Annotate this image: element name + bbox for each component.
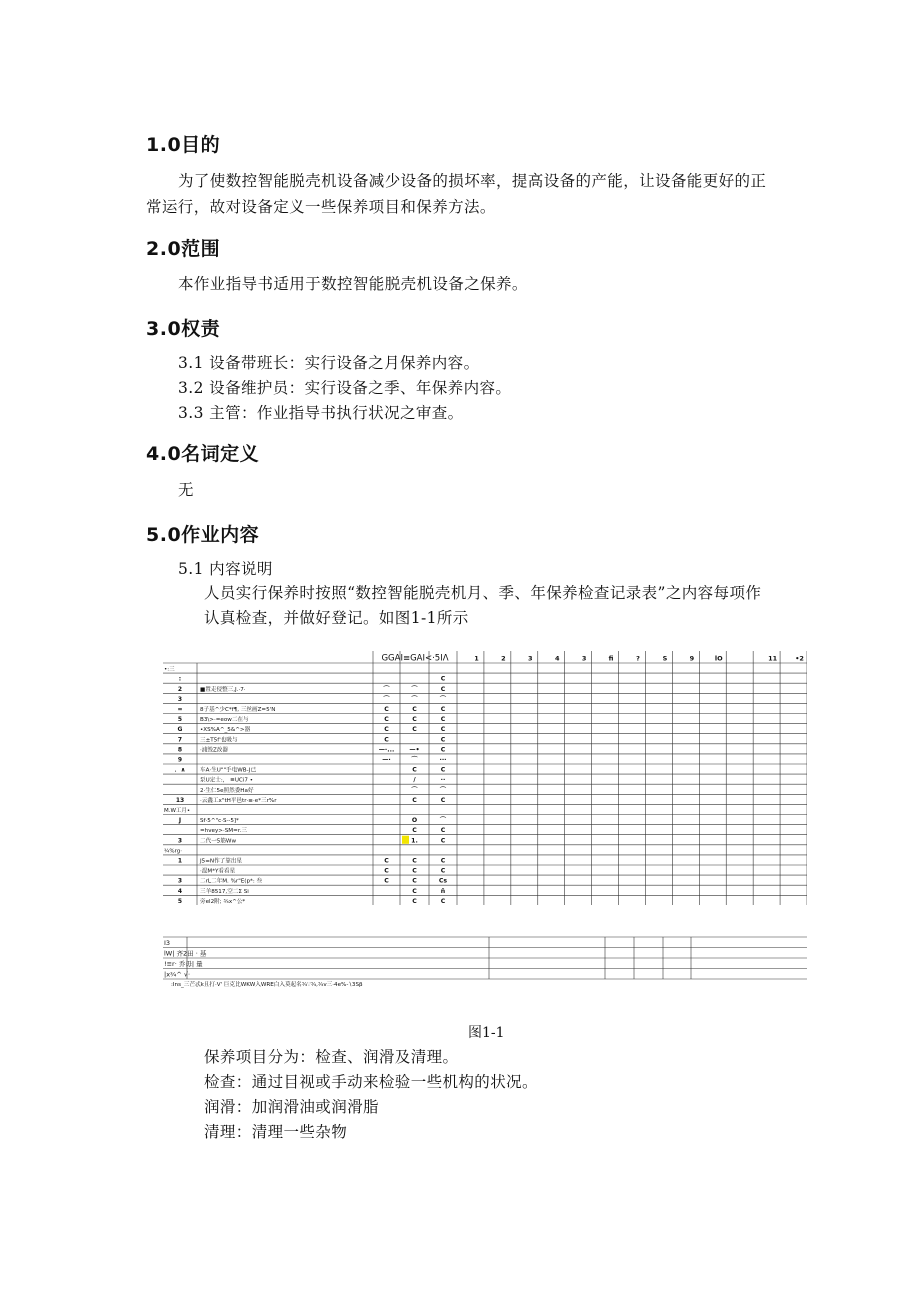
row-item: 8子基^少C*f¶, 三丝画Z=5'N [200,707,276,713]
row-number: 2 [177,685,183,693]
check-mark: C [440,706,446,713]
check-mark: C [412,706,417,713]
row-item: 泵U定士:， ≡UCi7 • [200,777,254,784]
row-item: 旁el2附; ¾x^公* [200,898,246,905]
row-number: ．∧ [174,766,186,774]
check-mark: C [412,897,417,905]
after-line-2: 检查：通过目视或手动来检验一些机构的状况。 [204,1073,538,1091]
maintenance-record-table [163,651,807,905]
check-mark: ∕ [413,776,416,784]
check-mark: C [440,897,446,905]
row-number: 9 [177,756,183,764]
footer-row-label: I3 [164,939,171,947]
section-2-title: 2.0范围 [146,238,221,260]
row-item: J5=N作了靠出星 [200,858,243,865]
check-mark: C [440,857,446,865]
row-number: 3 [177,837,183,845]
row-number: 5 [177,897,183,905]
check-mark: ⌒ [383,695,390,703]
row-item: ·云鑫工x"tH平邑tr·≡·e*三r%r [200,797,277,804]
check-mark: C [440,685,446,693]
section-2-body: 本作业指导书适用于数控智能脱壳机设备之保养。 [178,275,528,293]
check-mark: 1. [411,837,418,845]
day-col-label: ? [636,654,640,663]
highlight-mark [402,836,409,844]
check-mark: C [440,716,446,724]
day-col-label: 2 [501,654,506,663]
check-mark: ⌒ [383,685,390,693]
check-mark: ⌒ [411,685,418,693]
check-mark: C [412,867,417,875]
section-5-body-line2: 认真检查，并做好登记。如图1-1所示 [204,609,469,627]
row-number: 5 [177,716,183,724]
check-mark: C [384,857,389,865]
check-mark: C [384,716,389,724]
row-item: 二代一5筋Ww [200,838,237,845]
row-number: 7 [177,736,183,744]
row-item: 三羊8517,空二Σ Si [200,888,249,895]
check-mark: C [440,675,446,683]
footer-row-label: !≡r· 乔毋| 量 [164,960,203,968]
row-item: Sf·5^"c·S·-5]* [200,818,239,825]
row-item: =hvey>·SM=r.三 [200,828,247,835]
day-col-label: lO [714,654,723,663]
check-mark: C [412,796,417,804]
row-number: : [178,675,182,683]
check-mark: C [440,746,446,754]
row-number: 13 [175,796,185,804]
section-5-sub: 5.1 内容说明 [178,560,273,578]
check-mark: Cs [438,877,448,885]
check-mark: C [440,837,446,845]
section-3-item-1: 3.1 设备带班长：实行设备之月保养内容。 [178,354,480,372]
check-mark: C [412,766,417,774]
check-mark: C [412,726,417,734]
check-mark: C [440,827,446,835]
check-mark: C [412,887,417,895]
day-col-label: •2 [795,654,804,663]
section-5-body-line1: 人员实行保养时按照“数控智能脱壳机月、季、年保养检查记录表”之内容每项作 [204,584,762,602]
after-line-3: 润滑：加润滑油或润滑脂 [204,1098,379,1116]
check-mark: C [440,766,446,774]
day-col-label: 11 [768,654,778,663]
day-col-label: 3 [581,654,587,663]
table-header-title: GGAI≡GAI<·5IΛ [381,653,449,664]
row-item: 二rL二年M. %r"E(p*: 叁 [200,878,263,885]
check-mark: C [384,706,389,713]
section-1-body-line2: 常运行，故对设备定义一些保养项目和保养方法。 [146,198,496,216]
check-mark: C [440,867,446,875]
row-number: J [178,817,182,825]
row-item: •XS%A^_5&^>器 [200,727,251,734]
check-mark: ⌒ [411,786,418,794]
row-item: 车A·生U""手电WB-J已 [200,767,257,774]
day-col-label: fi [608,654,614,663]
signature-table [163,936,807,988]
check-mark: C [412,857,417,865]
check-mark: C [384,867,389,875]
row-number: = [177,706,183,713]
check-mark: C [384,736,389,744]
footer-row-label: |x¾^ √· [164,970,191,979]
check-mark: ⌒ [411,695,418,703]
day-col-label: 9 [689,654,695,663]
check-mark: C [440,796,446,804]
after-line-1: 保养项目分为：检查、润滑及清理。 [204,1048,459,1066]
figure-caption: 图1-1 [468,1025,505,1041]
check-mark: ··· [439,756,447,764]
day-col-label: 1 [474,654,479,663]
check-mark: ⌒ [439,817,447,825]
check-mark: C [412,716,417,724]
row-number: 3 [177,877,183,885]
row-item: 2·生仁5e照然委Ha好 [200,787,254,794]
section-1-title: 1.0目的 [146,134,221,156]
footer-note: :Ins_三芒忒k且打·V' 巨克比WKW入WRE白入莫起名¾∵¾,¾v三·4e%-∖3Sβ [171,982,363,988]
day-col-label: S [662,654,668,663]
after-line-4: 清理：清理一些杂物 [204,1123,348,1141]
section-3-item-3: 3.3 主管：作业指导书执行状况之审查。 [178,404,464,422]
check-mark: —• [409,746,420,754]
footer-row-label: lW| 齐2田 · 基 [164,949,207,958]
check-mark: ñ [440,887,446,895]
section-3-title: 3.0权责 [146,318,221,340]
row-item: B3\>·=eow二在与 [200,717,249,724]
row-item: ■置走侵整三,J.·7· [200,686,246,693]
section-label: •:三 [164,666,175,673]
check-mark: ⌒ [439,786,447,794]
check-mark: C [384,726,389,734]
row-item: ·浦毁Z改器 [200,747,228,754]
check-mark: C [412,827,417,835]
day-col-label: 4 [554,654,560,663]
check-mark: —·... [378,746,395,754]
check-mark: C [440,726,446,734]
check-mark: ·· [440,776,446,784]
day-col-label: 3 [528,654,533,663]
section-3-item-2: 3.2 设备维护员：实行设备之季、年保养内容。 [178,379,512,397]
check-mark: C [384,877,389,885]
check-mark: ⌒ [411,756,418,764]
row-number: 1 [177,857,183,865]
section-4-title: 4.0名词定义 [146,443,260,465]
row-number: 8 [177,746,183,754]
section-label: M.W工月• [164,808,191,814]
section-label: ¾%rg· [164,848,182,855]
row-number: 3 [177,695,183,703]
check-mark: C [440,736,446,744]
section-4-body: 无 [178,481,194,499]
check-mark: O [411,817,418,825]
row-number: G [177,726,183,734]
row-number: 4 [177,887,183,895]
row-item: 三±T5f'也吸与 [200,737,238,744]
check-mark: C [412,877,417,885]
section-1-body-line1: 为了使数控智能脱壳机设备减少设备的损坏率，提高设备的产能，让设备能更好的正 [178,172,767,190]
section-5-title: 5.0作业内容 [146,524,260,546]
check-mark: —· [382,756,391,764]
check-mark: ⌒ [439,695,447,703]
row-item: ·混M*Y看看星 [200,868,236,875]
